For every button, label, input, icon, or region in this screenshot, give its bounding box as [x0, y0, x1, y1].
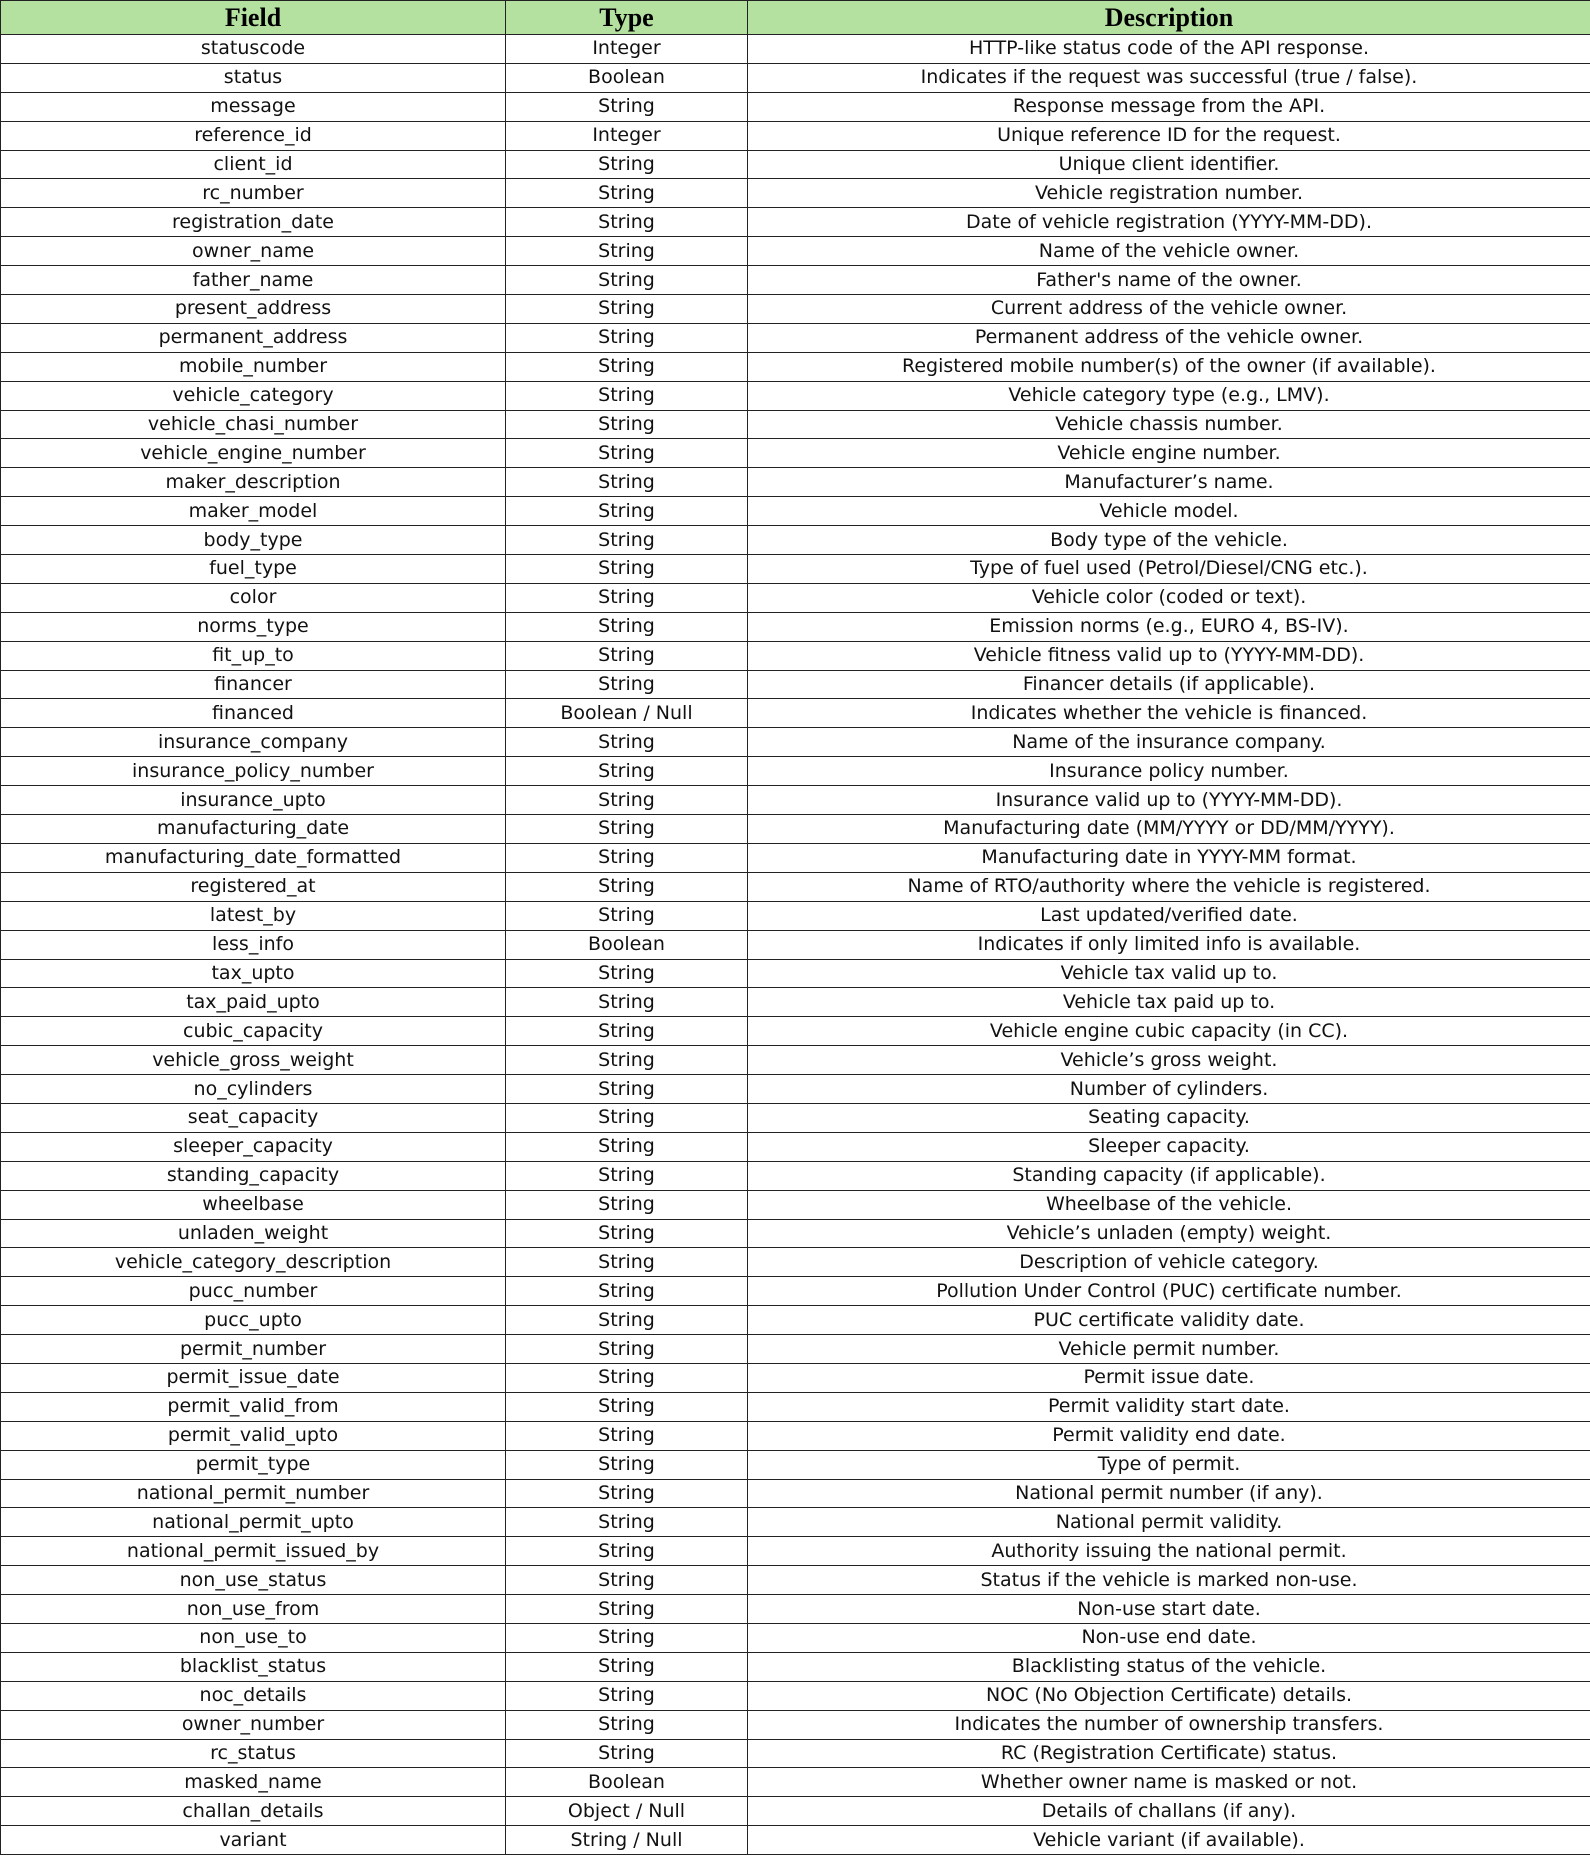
table-row — [1, 1306, 1590, 1335]
cell-description: PUC certificate validity date. — [748, 1306, 1590, 1335]
cell-type: String — [506, 381, 748, 410]
cell-description: Unique client identifier. — [748, 150, 1590, 179]
cell-description: Permit validity start date. — [748, 1392, 1590, 1421]
cell-description: Non-use end date. — [748, 1623, 1590, 1652]
table-row — [1, 295, 1590, 324]
table-row — [1, 1392, 1590, 1421]
table-row — [1, 1277, 1590, 1306]
cell-field: permit_type — [1, 1450, 506, 1479]
cell-description: Indicates whether the vehicle is financed. — [748, 699, 1590, 728]
cell-type: String — [506, 641, 748, 670]
cell-description: Manufacturing date (MM/YYYY or DD/MM/YYYY). — [748, 815, 1590, 844]
cell-description: NOC (No Objection Certificate) details. — [748, 1681, 1590, 1710]
table-row — [1, 1826, 1590, 1855]
table-row — [1, 1190, 1590, 1219]
cell-field: masked_name — [1, 1768, 506, 1797]
cell-type: String — [506, 1652, 748, 1681]
table-row — [1, 583, 1590, 612]
cell-field: registration_date — [1, 208, 506, 237]
table-row — [1, 208, 1590, 237]
cell-description: Vehicle category type (e.g., LMV). — [748, 381, 1590, 410]
table-row — [1, 988, 1590, 1017]
cell-description: Blacklisting status of the vehicle. — [748, 1652, 1590, 1681]
cell-description: Date of vehicle registration (YYYY-MM-DD). — [748, 208, 1590, 237]
cell-type: String — [506, 872, 748, 901]
table-row — [1, 92, 1590, 121]
table-row — [1, 468, 1590, 497]
cell-type: String — [506, 1508, 748, 1537]
header-field: Field — [1, 1, 506, 35]
cell-description: Current address of the vehicle owner. — [748, 295, 1590, 324]
cell-field: rc_number — [1, 179, 506, 208]
table-row — [1, 381, 1590, 410]
cell-description: Vehicle registration number. — [748, 179, 1590, 208]
cell-description: Wheelbase of the vehicle. — [748, 1190, 1590, 1219]
cell-field: body_type — [1, 526, 506, 555]
cell-field: owner_name — [1, 237, 506, 266]
table-row — [1, 1335, 1590, 1364]
cell-field: message — [1, 92, 506, 121]
cell-field: maker_model — [1, 497, 506, 526]
table-row — [1, 843, 1590, 872]
table-row — [1, 179, 1590, 208]
cell-description: Manufacturing date in YYYY-MM format. — [748, 843, 1590, 872]
cell-description: Response message from the API. — [748, 92, 1590, 121]
cell-field: vehicle_engine_number — [1, 439, 506, 468]
cell-field: permit_valid_from — [1, 1392, 506, 1421]
table-row — [1, 728, 1590, 757]
cell-type: Integer — [506, 35, 748, 64]
cell-type: String — [506, 583, 748, 612]
cell-field: cubic_capacity — [1, 1017, 506, 1046]
cell-type: String — [506, 815, 748, 844]
table-row — [1, 1623, 1590, 1652]
cell-type: String — [506, 1132, 748, 1161]
cell-description: Type of fuel used (Petrol/Diesel/CNG etc.). — [748, 555, 1590, 584]
table-row — [1, 699, 1590, 728]
cell-description: Emission norms (e.g., EURO 4, BS-IV). — [748, 612, 1590, 641]
cell-type: String — [506, 757, 748, 786]
cell-description: Permanent address of the vehicle owner. — [748, 323, 1590, 352]
cell-field: statuscode — [1, 35, 506, 64]
cell-type: String — [506, 1681, 748, 1710]
table-row — [1, 1566, 1590, 1595]
cell-description: Last updated/verified date. — [748, 901, 1590, 930]
table-body — [1, 35, 1590, 1855]
cell-type: String — [506, 150, 748, 179]
cell-field: insurance_policy_number — [1, 757, 506, 786]
cell-field: non_use_to — [1, 1623, 506, 1652]
cell-type: Integer — [506, 121, 748, 150]
cell-type: String — [506, 1190, 748, 1219]
cell-description: Details of challans (if any). — [748, 1797, 1590, 1826]
header-description: Description — [748, 1, 1590, 35]
cell-description: HTTP-like status code of the API response. — [748, 35, 1590, 64]
cell-description: Type of permit. — [748, 1450, 1590, 1479]
table-row — [1, 1046, 1590, 1075]
cell-type: String — [506, 1277, 748, 1306]
cell-field: registered_at — [1, 872, 506, 901]
table-row — [1, 1508, 1590, 1537]
cell-type: String — [506, 1161, 748, 1190]
table-row — [1, 555, 1590, 584]
cell-field: pucc_number — [1, 1277, 506, 1306]
cell-field: unladen_weight — [1, 1219, 506, 1248]
cell-type: String — [506, 266, 748, 295]
cell-description: Indicates if the request was successful (true / false). — [748, 63, 1590, 92]
cell-description: Body type of the vehicle. — [748, 526, 1590, 555]
cell-field: fuel_type — [1, 555, 506, 584]
cell-description: Insurance policy number. — [748, 757, 1590, 786]
cell-field: permit_valid_upto — [1, 1421, 506, 1450]
cell-type: String — [506, 670, 748, 699]
cell-description: RC (Registration Certificate) status. — [748, 1739, 1590, 1768]
cell-field: tax_paid_upto — [1, 988, 506, 1017]
cell-type: String / Null — [506, 1826, 748, 1855]
cell-field: present_address — [1, 295, 506, 324]
cell-field: pucc_upto — [1, 1306, 506, 1335]
cell-field: vehicle_chasi_number — [1, 410, 506, 439]
cell-field: manufacturing_date_formatted — [1, 843, 506, 872]
cell-field: national_permit_upto — [1, 1508, 506, 1537]
cell-type: String — [506, 179, 748, 208]
table-row — [1, 352, 1590, 381]
table-row — [1, 1797, 1590, 1826]
cell-type: String — [506, 1363, 748, 1392]
table-row — [1, 1421, 1590, 1450]
cell-description: Vehicle tax paid up to. — [748, 988, 1590, 1017]
table-row — [1, 786, 1590, 815]
cell-type: Boolean — [506, 930, 748, 959]
table-row — [1, 35, 1590, 64]
cell-type: String — [506, 1219, 748, 1248]
cell-type: String — [506, 988, 748, 1017]
table-row — [1, 641, 1590, 670]
cell-field: national_permit_issued_by — [1, 1537, 506, 1566]
cell-description: Unique reference ID for the request. — [748, 121, 1590, 150]
cell-type: String — [506, 1739, 748, 1768]
cell-type: String — [506, 728, 748, 757]
table-row — [1, 323, 1590, 352]
cell-field: blacklist_status — [1, 1652, 506, 1681]
cell-type: String — [506, 208, 748, 237]
table-row — [1, 1537, 1590, 1566]
table-row — [1, 959, 1590, 988]
cell-field: father_name — [1, 266, 506, 295]
cell-description: Status if the vehicle is marked non-use. — [748, 1566, 1590, 1595]
cell-description: Seating capacity. — [748, 1103, 1590, 1132]
table-row — [1, 121, 1590, 150]
cell-type: String — [506, 1392, 748, 1421]
cell-field: insurance_upto — [1, 786, 506, 815]
cell-field: mobile_number — [1, 352, 506, 381]
cell-type: String — [506, 1335, 748, 1364]
cell-description: Registered mobile number(s) of the owner (if available). — [748, 352, 1590, 381]
header-type: Type — [506, 1, 748, 35]
cell-field: tax_upto — [1, 959, 506, 988]
cell-description: Permit issue date. — [748, 1363, 1590, 1392]
cell-type: String — [506, 901, 748, 930]
cell-type: String — [506, 1537, 748, 1566]
cell-type: String — [506, 1046, 748, 1075]
table-row — [1, 410, 1590, 439]
cell-field: variant — [1, 1826, 506, 1855]
cell-type: String — [506, 1710, 748, 1739]
cell-field: insurance_company — [1, 728, 506, 757]
table-row — [1, 1710, 1590, 1739]
cell-description: Father's name of the owner. — [748, 266, 1590, 295]
cell-description: Indicates if only limited info is available. — [748, 930, 1590, 959]
cell-type: String — [506, 526, 748, 555]
table-row — [1, 63, 1590, 92]
table-row — [1, 1103, 1590, 1132]
table-row — [1, 670, 1590, 699]
cell-field: non_use_from — [1, 1595, 506, 1624]
cell-field: vehicle_category_description — [1, 1248, 506, 1277]
cell-field: less_info — [1, 930, 506, 959]
cell-type: String — [506, 1623, 748, 1652]
cell-description: Permit validity end date. — [748, 1421, 1590, 1450]
cell-type: Boolean — [506, 63, 748, 92]
table-row — [1, 1248, 1590, 1277]
cell-field: client_id — [1, 150, 506, 179]
table-row — [1, 1363, 1590, 1392]
cell-type: String — [506, 1421, 748, 1450]
table-row — [1, 237, 1590, 266]
cell-description: Vehicle fitness valid up to (YYYY-MM-DD). — [748, 641, 1590, 670]
cell-type: String — [506, 295, 748, 324]
table-row — [1, 612, 1590, 641]
cell-description: Name of RTO/authority where the vehicle is registered. — [748, 872, 1590, 901]
cell-type: String — [506, 843, 748, 872]
cell-description: Standing capacity (if applicable). — [748, 1161, 1590, 1190]
cell-type: Boolean / Null — [506, 699, 748, 728]
cell-field: standing_capacity — [1, 1161, 506, 1190]
cell-description: National permit number (if any). — [748, 1479, 1590, 1508]
cell-description: Vehicle’s unladen (empty) weight. — [748, 1219, 1590, 1248]
table-row — [1, 497, 1590, 526]
table-row — [1, 266, 1590, 295]
cell-field: rc_status — [1, 1739, 506, 1768]
cell-description: Manufacturer’s name. — [748, 468, 1590, 497]
cell-description: Vehicle engine number. — [748, 439, 1590, 468]
cell-description: Sleeper capacity. — [748, 1132, 1590, 1161]
cell-type: String — [506, 439, 748, 468]
cell-field: non_use_status — [1, 1566, 506, 1595]
cell-type: String — [506, 92, 748, 121]
header-row — [1, 1, 1590, 35]
cell-description: Vehicle chassis number. — [748, 410, 1590, 439]
cell-description: Vehicle color (coded or text). — [748, 583, 1590, 612]
table-row — [1, 930, 1590, 959]
table-row — [1, 815, 1590, 844]
table-row — [1, 1132, 1590, 1161]
cell-description: National permit validity. — [748, 1508, 1590, 1537]
cell-description: Financer details (if applicable). — [748, 670, 1590, 699]
cell-type: String — [506, 352, 748, 381]
cell-description: Vehicle’s gross weight. — [748, 1046, 1590, 1075]
cell-type: String — [506, 1566, 748, 1595]
table-row — [1, 526, 1590, 555]
cell-type: String — [506, 468, 748, 497]
cell-type: Object / Null — [506, 1797, 748, 1826]
cell-description: Insurance valid up to (YYYY-MM-DD). — [748, 786, 1590, 815]
cell-description: Pollution Under Control (PUC) certificate number. — [748, 1277, 1590, 1306]
cell-field: seat_capacity — [1, 1103, 506, 1132]
cell-description: Indicates the number of ownership transfers. — [748, 1710, 1590, 1739]
cell-field: noc_details — [1, 1681, 506, 1710]
table-row — [1, 1739, 1590, 1768]
table-row — [1, 1768, 1590, 1797]
table-row — [1, 1595, 1590, 1624]
cell-field: manufacturing_date — [1, 815, 506, 844]
cell-type: String — [506, 237, 748, 266]
table-row — [1, 439, 1590, 468]
cell-description: Vehicle permit number. — [748, 1335, 1590, 1364]
cell-field: vehicle_category — [1, 381, 506, 410]
cell-field: reference_id — [1, 121, 506, 150]
table-row — [1, 1219, 1590, 1248]
cell-field: owner_number — [1, 1710, 506, 1739]
cell-type: String — [506, 1103, 748, 1132]
cell-field: permanent_address — [1, 323, 506, 352]
table-row — [1, 1075, 1590, 1104]
table-row — [1, 757, 1590, 786]
cell-description: Non-use start date. — [748, 1595, 1590, 1624]
cell-field: challan_details — [1, 1797, 506, 1826]
table-row — [1, 1681, 1590, 1710]
cell-type: String — [506, 1248, 748, 1277]
table-row — [1, 1479, 1590, 1508]
cell-type: String — [506, 410, 748, 439]
cell-type: String — [506, 1479, 748, 1508]
table-row — [1, 1017, 1590, 1046]
cell-type: String — [506, 1075, 748, 1104]
cell-description: Vehicle tax valid up to. — [748, 959, 1590, 988]
cell-field: color — [1, 583, 506, 612]
cell-description: Vehicle model. — [748, 497, 1590, 526]
cell-field: financer — [1, 670, 506, 699]
cell-field: vehicle_gross_weight — [1, 1046, 506, 1075]
cell-field: permit_issue_date — [1, 1363, 506, 1392]
cell-field: permit_number — [1, 1335, 506, 1364]
cell-description: Name of the vehicle owner. — [748, 237, 1590, 266]
cell-field: latest_by — [1, 901, 506, 930]
cell-description: Vehicle variant (if available). — [748, 1826, 1590, 1855]
cell-type: String — [506, 959, 748, 988]
cell-type: String — [506, 1306, 748, 1335]
cell-description: Name of the insurance company. — [748, 728, 1590, 757]
cell-field: sleeper_capacity — [1, 1132, 506, 1161]
cell-type: String — [506, 555, 748, 584]
cell-field: national_permit_number — [1, 1479, 506, 1508]
cell-field: status — [1, 63, 506, 92]
table-row — [1, 1161, 1590, 1190]
cell-type: Boolean — [506, 1768, 748, 1797]
cell-type: String — [506, 612, 748, 641]
cell-description: Description of vehicle category. — [748, 1248, 1590, 1277]
cell-type: String — [506, 497, 748, 526]
table-row — [1, 901, 1590, 930]
cell-field: norms_type — [1, 612, 506, 641]
cell-type: String — [506, 323, 748, 352]
cell-description: Authority issuing the national permit. — [748, 1537, 1590, 1566]
cell-field: financed — [1, 699, 506, 728]
cell-type: String — [506, 1450, 748, 1479]
cell-type: String — [506, 1017, 748, 1046]
table-row — [1, 1450, 1590, 1479]
cell-field: maker_description — [1, 468, 506, 497]
table-row — [1, 872, 1590, 901]
table-row — [1, 1652, 1590, 1681]
cell-description: Number of cylinders. — [748, 1075, 1590, 1104]
cell-description: Whether owner name is masked or not. — [748, 1768, 1590, 1797]
cell-type: String — [506, 786, 748, 815]
cell-field: wheelbase — [1, 1190, 506, 1219]
cell-field: no_cylinders — [1, 1075, 506, 1104]
table-row — [1, 150, 1590, 179]
cell-field: fit_up_to — [1, 641, 506, 670]
cell-type: String — [506, 1595, 748, 1624]
cell-description: Vehicle engine cubic capacity (in CC). — [748, 1017, 1590, 1046]
